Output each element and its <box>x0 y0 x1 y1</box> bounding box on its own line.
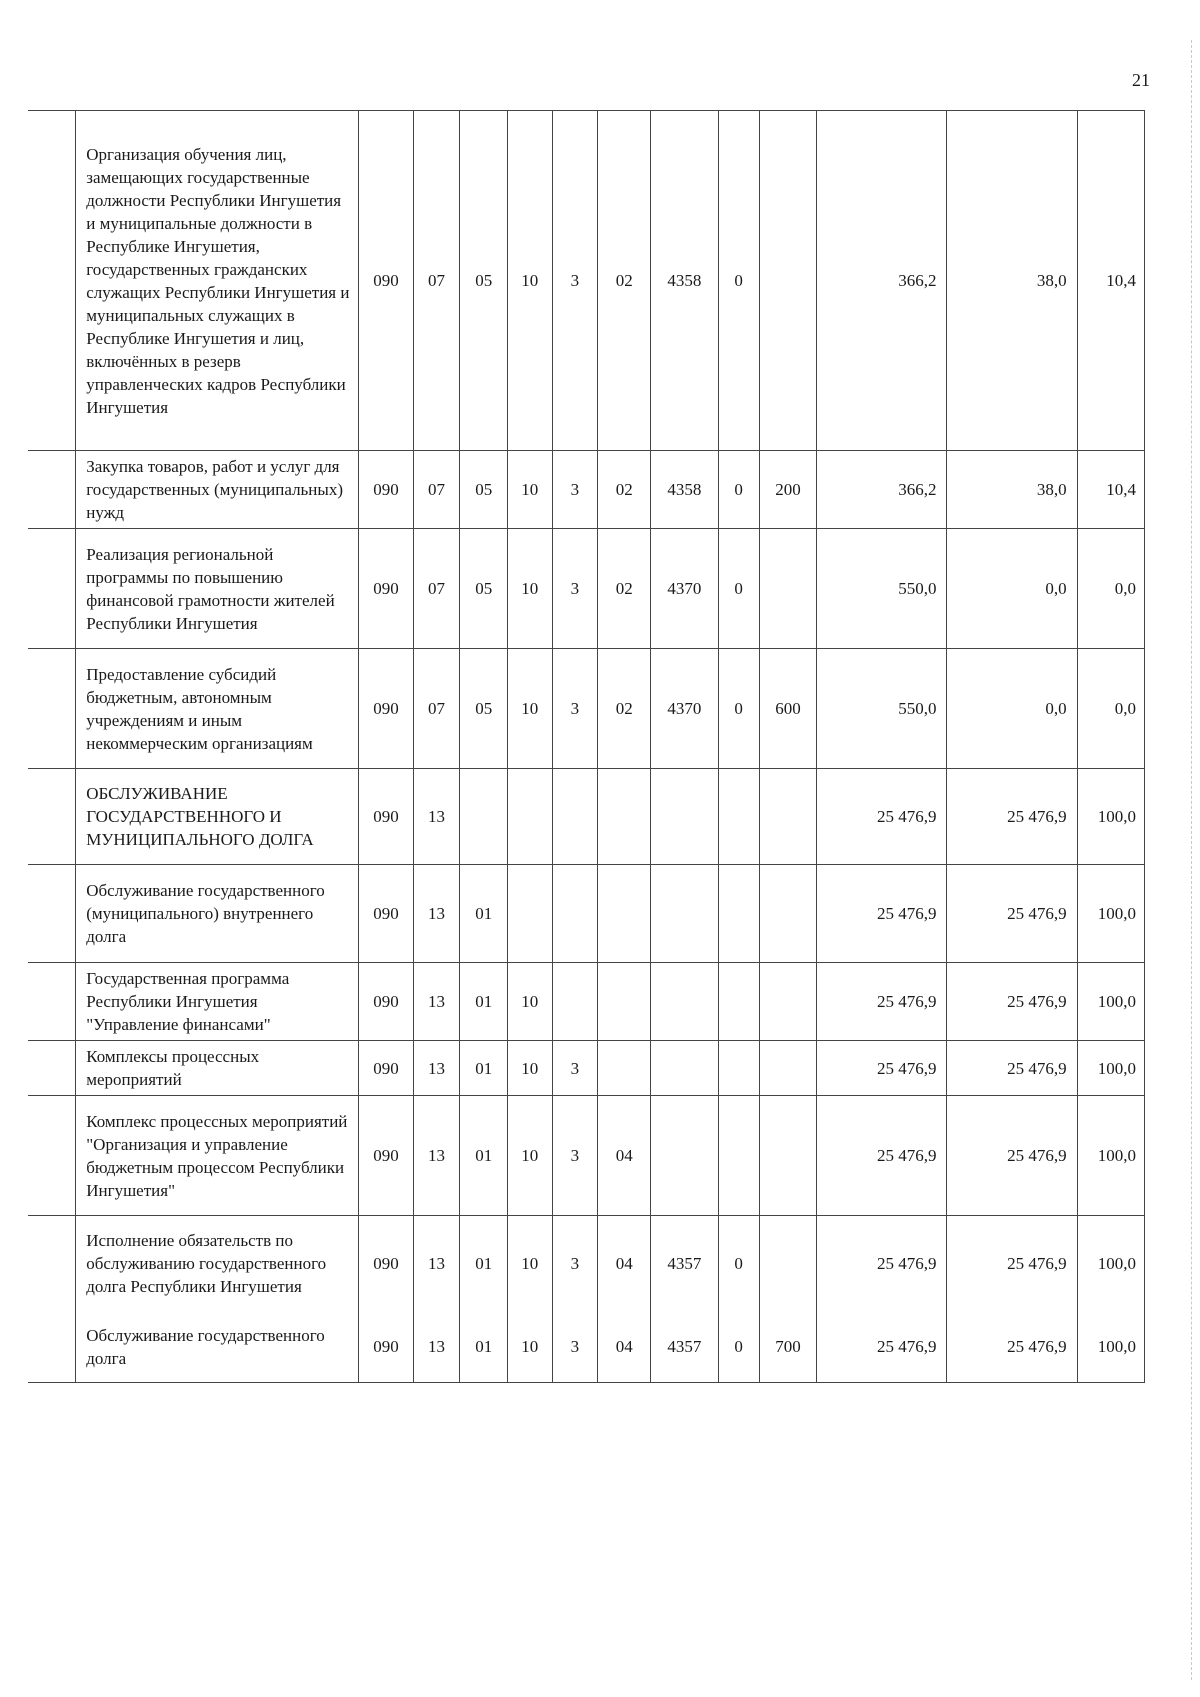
plan-amount-cell: 25 476,9 <box>817 963 947 1041</box>
table-row <box>28 1041 1145 1096</box>
row-index-cell <box>28 1041 76 1096</box>
program-code-cell <box>508 865 552 963</box>
group-code-cell: 04 <box>598 1312 651 1383</box>
subprogram-code-cell: 3 <box>552 451 598 529</box>
dept-code-cell: 090 <box>359 529 413 649</box>
subsection-code-cell: 01 <box>460 1096 508 1216</box>
direction-code-cell: 4358 <box>651 451 718 529</box>
ext-code-cell: 0 <box>718 529 759 649</box>
actual-amount-cell: 25 476,9 <box>947 769 1077 865</box>
table-row <box>28 963 1145 1041</box>
actual-amount-cell: 25 476,9 <box>947 1216 1077 1312</box>
subsection-code-cell: 01 <box>460 1041 508 1096</box>
table-row <box>28 865 1145 963</box>
program-code-cell: 10 <box>508 1096 552 1216</box>
group-code-cell: 02 <box>598 111 651 451</box>
group-code-cell: 04 <box>598 1096 651 1216</box>
subprogram-code-cell <box>552 963 598 1041</box>
subprogram-code-cell: 3 <box>552 1216 598 1312</box>
actual-amount-cell: 25 476,9 <box>947 1041 1077 1096</box>
table-row <box>28 529 1145 649</box>
subsection-code-cell: 01 <box>460 865 508 963</box>
row-index-cell <box>28 1096 76 1216</box>
dept-code-cell: 090 <box>359 1216 413 1312</box>
actual-amount-cell: 38,0 <box>947 451 1077 529</box>
row-name-cell: ОБСЛУЖИВАНИЕ ГОСУДАРСТВЕННОГО И МУНИЦИПАЛЬНОГО ДОЛГА <box>76 769 359 865</box>
plan-amount-cell: 550,0 <box>817 529 947 649</box>
ext-code-cell <box>718 963 759 1041</box>
table-row <box>28 1216 1145 1312</box>
percent-cell: 100,0 <box>1077 769 1144 865</box>
expense-type-cell <box>759 769 817 865</box>
section-code-cell: 07 <box>413 649 460 769</box>
dept-code-cell: 090 <box>359 451 413 529</box>
subsection-code-cell: 05 <box>460 529 508 649</box>
subprogram-code-cell: 3 <box>552 649 598 769</box>
actual-amount-cell: 25 476,9 <box>947 963 1077 1041</box>
row-name-cell: Реализация региональной программы по повышению финансовой грамотности жителей Республики Ингушетия <box>76 529 359 649</box>
percent-cell: 100,0 <box>1077 1216 1144 1312</box>
ext-code-cell <box>718 769 759 865</box>
actual-amount-cell: 25 476,9 <box>947 1096 1077 1216</box>
expense-type-cell <box>759 1041 817 1096</box>
group-code-cell: 02 <box>598 529 651 649</box>
expense-type-cell <box>759 111 817 451</box>
percent-cell: 100,0 <box>1077 865 1144 963</box>
percent-cell: 0,0 <box>1077 529 1144 649</box>
table-row <box>28 1096 1145 1216</box>
plan-amount-cell: 25 476,9 <box>817 1216 947 1312</box>
row-index-cell <box>28 451 76 529</box>
row-name-cell: Обслуживание государственного долга <box>76 1312 359 1383</box>
dept-code-cell: 090 <box>359 649 413 769</box>
row-name-cell: Исполнение обязательств по обслуживанию государственного долга Республики Ингушетия <box>76 1216 359 1312</box>
plan-amount-cell: 25 476,9 <box>817 865 947 963</box>
program-code-cell <box>508 769 552 865</box>
dept-code-cell: 090 <box>359 963 413 1041</box>
program-code-cell: 10 <box>508 1041 552 1096</box>
expense-type-cell: 200 <box>759 451 817 529</box>
subsection-code-cell: 05 <box>460 451 508 529</box>
dept-code-cell: 090 <box>359 1096 413 1216</box>
subprogram-code-cell <box>552 865 598 963</box>
percent-cell: 0,0 <box>1077 649 1144 769</box>
direction-code-cell <box>651 769 718 865</box>
program-code-cell: 10 <box>508 529 552 649</box>
section-code-cell: 13 <box>413 769 460 865</box>
program-code-cell: 10 <box>508 1312 552 1383</box>
subprogram-code-cell: 3 <box>552 1312 598 1383</box>
direction-code-cell: 4357 <box>651 1216 718 1312</box>
subprogram-code-cell: 3 <box>552 529 598 649</box>
table-row <box>28 451 1145 529</box>
percent-cell: 100,0 <box>1077 1312 1144 1383</box>
row-name-cell: Организация обучения лиц, замещающих государственные должности Республики Ингушетия и муниципальные должности в Республике Ингушетия, государственных гражданских служащих Республики Ингушетия и муниципальных служащих в Республике Ингушетия и лиц, включённых в резерв управленческих кадров Республики Ингушетия <box>76 111 359 451</box>
direction-code-cell <box>651 963 718 1041</box>
section-code-cell: 13 <box>413 865 460 963</box>
dept-code-cell: 090 <box>359 1312 413 1383</box>
dept-code-cell: 090 <box>359 769 413 865</box>
program-code-cell: 10 <box>508 1216 552 1312</box>
direction-code-cell: 4370 <box>651 649 718 769</box>
table-row <box>28 649 1145 769</box>
row-index-cell <box>28 529 76 649</box>
plan-amount-cell: 550,0 <box>817 649 947 769</box>
row-index-cell <box>28 111 76 451</box>
program-code-cell: 10 <box>508 451 552 529</box>
program-code-cell: 10 <box>508 963 552 1041</box>
percent-cell: 10,4 <box>1077 451 1144 529</box>
row-name-cell: Предоставление субсидий бюджетным, автономным учреждениям и иным некоммерческим организациям <box>76 649 359 769</box>
actual-amount-cell: 0,0 <box>947 649 1077 769</box>
expense-type-cell <box>759 1096 817 1216</box>
direction-code-cell: 4357 <box>651 1312 718 1383</box>
group-code-cell: 04 <box>598 1216 651 1312</box>
subprogram-code-cell: 3 <box>552 111 598 451</box>
percent-cell: 100,0 <box>1077 1096 1144 1216</box>
plan-amount-cell: 366,2 <box>817 111 947 451</box>
subsection-code-cell: 01 <box>460 963 508 1041</box>
actual-amount-cell: 0,0 <box>947 529 1077 649</box>
row-name-cell: Государственная программа Республики Ингушетия "Управление финансами" <box>76 963 359 1041</box>
subsection-code-cell: 05 <box>460 111 508 451</box>
section-code-cell: 13 <box>413 963 460 1041</box>
table-row <box>28 111 1145 451</box>
group-code-cell: 02 <box>598 451 651 529</box>
dept-code-cell: 090 <box>359 865 413 963</box>
program-code-cell: 10 <box>508 111 552 451</box>
ext-code-cell <box>718 1041 759 1096</box>
section-code-cell: 07 <box>413 529 460 649</box>
row-index-cell <box>28 1216 76 1312</box>
expense-type-cell <box>759 963 817 1041</box>
expense-type-cell <box>759 865 817 963</box>
direction-code-cell <box>651 1041 718 1096</box>
plan-amount-cell: 25 476,9 <box>817 769 947 865</box>
dept-code-cell: 090 <box>359 1041 413 1096</box>
subprogram-code-cell: 3 <box>552 1041 598 1096</box>
percent-cell: 100,0 <box>1077 963 1144 1041</box>
actual-amount-cell: 25 476,9 <box>947 865 1077 963</box>
dept-code-cell: 090 <box>359 111 413 451</box>
row-index-cell <box>28 1312 76 1383</box>
row-name-cell: Комплексы процессных мероприятий <box>76 1041 359 1096</box>
section-code-cell: 07 <box>413 111 460 451</box>
section-code-cell: 13 <box>413 1041 460 1096</box>
plan-amount-cell: 25 476,9 <box>817 1096 947 1216</box>
page-number: 21 <box>1132 70 1150 90</box>
program-code-cell: 10 <box>508 649 552 769</box>
direction-code-cell <box>651 1096 718 1216</box>
expense-type-cell <box>759 1216 817 1312</box>
group-code-cell <box>598 1041 651 1096</box>
row-name-cell: Закупка товаров, работ и услуг для государственных (муниципальных) нужд <box>76 451 359 529</box>
budget-rows <box>28 111 1145 1383</box>
subsection-code-cell: 01 <box>460 1216 508 1312</box>
percent-cell: 100,0 <box>1077 1041 1144 1096</box>
group-code-cell <box>598 769 651 865</box>
ext-code-cell: 0 <box>718 451 759 529</box>
ext-code-cell: 0 <box>718 111 759 451</box>
row-index-cell <box>28 649 76 769</box>
subsection-code-cell <box>460 769 508 865</box>
direction-code-cell: 4358 <box>651 111 718 451</box>
subsection-code-cell: 05 <box>460 649 508 769</box>
actual-amount-cell: 25 476,9 <box>947 1312 1077 1383</box>
expense-type-cell <box>759 529 817 649</box>
row-index-cell <box>28 963 76 1041</box>
percent-cell: 10,4 <box>1077 111 1144 451</box>
row-name-cell: Комплекс процессных мероприятий "Организация и управление бюджетным процессом Республики Ингушетия" <box>76 1096 359 1216</box>
section-code-cell: 13 <box>413 1096 460 1216</box>
row-name-cell: Обслуживание государственного (муниципального) внутреннего долга <box>76 865 359 963</box>
ext-code-cell: 0 <box>718 649 759 769</box>
ext-code-cell: 0 <box>718 1216 759 1312</box>
expense-type-cell: 700 <box>759 1312 817 1383</box>
subprogram-code-cell: 3 <box>552 1096 598 1216</box>
section-code-cell: 13 <box>413 1312 460 1383</box>
group-code-cell <box>598 865 651 963</box>
plan-amount-cell: 25 476,9 <box>817 1041 947 1096</box>
direction-code-cell <box>651 865 718 963</box>
section-code-cell: 07 <box>413 451 460 529</box>
subsection-code-cell: 01 <box>460 1312 508 1383</box>
ext-code-cell <box>718 1096 759 1216</box>
row-index-cell <box>28 769 76 865</box>
expense-type-cell: 600 <box>759 649 817 769</box>
section-code-cell: 13 <box>413 1216 460 1312</box>
subprogram-code-cell <box>552 769 598 865</box>
row-index-cell <box>28 865 76 963</box>
actual-amount-cell: 38,0 <box>947 111 1077 451</box>
budget-table <box>28 110 1145 1383</box>
plan-amount-cell: 366,2 <box>817 451 947 529</box>
direction-code-cell: 4370 <box>651 529 718 649</box>
scan-edge-line <box>1191 40 1192 1680</box>
group-code-cell <box>598 963 651 1041</box>
group-code-cell: 02 <box>598 649 651 769</box>
table-row <box>28 769 1145 865</box>
table-row <box>28 1312 1145 1383</box>
ext-code-cell <box>718 865 759 963</box>
plan-amount-cell: 25 476,9 <box>817 1312 947 1383</box>
ext-code-cell: 0 <box>718 1312 759 1383</box>
